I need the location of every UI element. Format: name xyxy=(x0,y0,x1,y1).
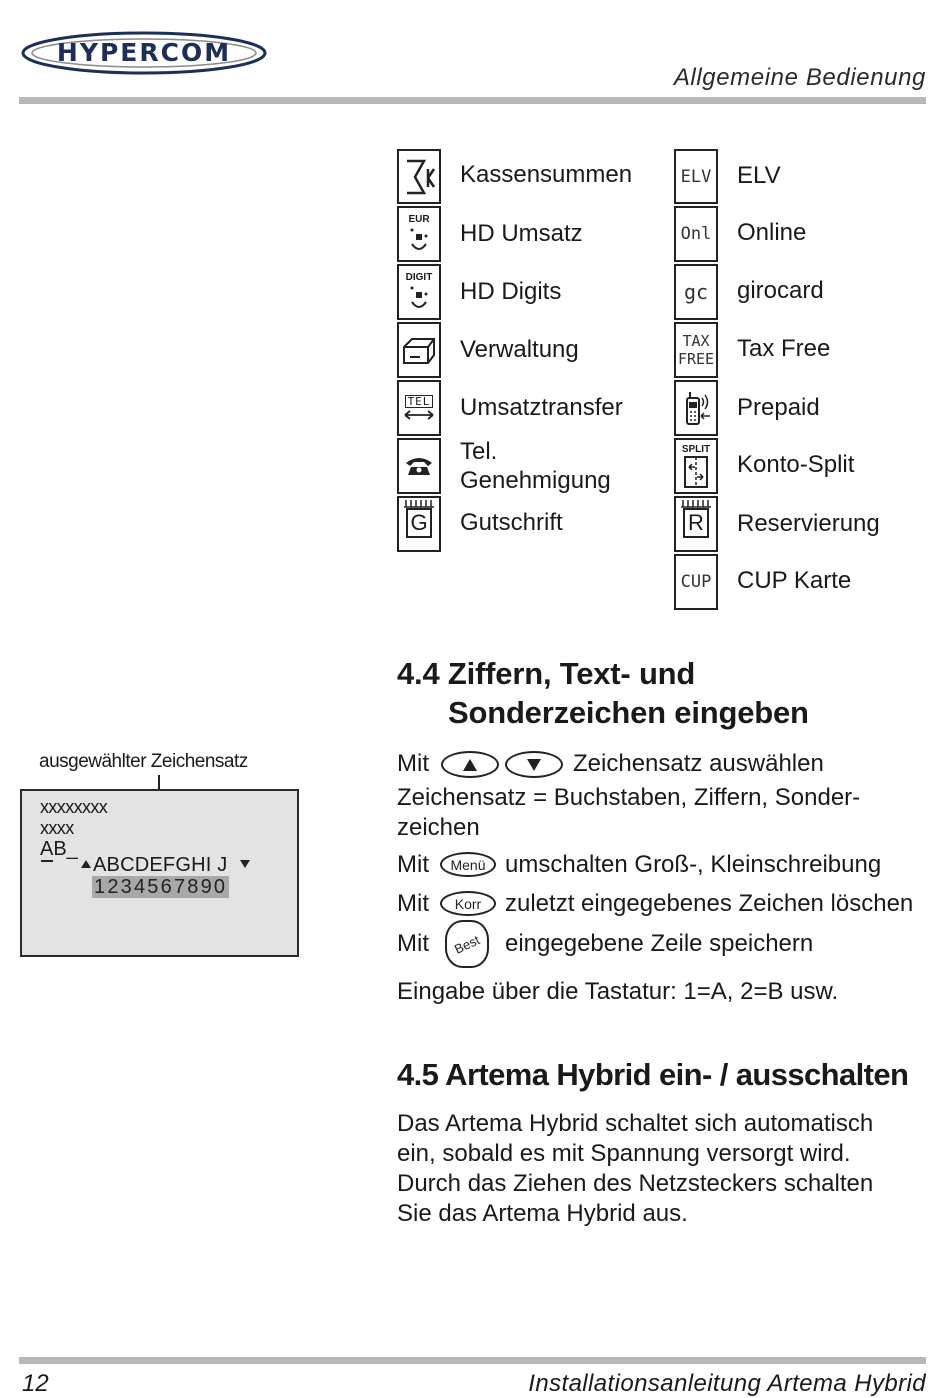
girocard-code: gc xyxy=(683,280,709,304)
logo-text: HYPERCOM xyxy=(56,38,232,67)
eur-tag: EUR xyxy=(408,213,430,225)
row5-prefix: Mit xyxy=(397,930,429,957)
row5-text: eingegebene Zeile speichern xyxy=(505,930,814,957)
cup-icon xyxy=(674,554,718,610)
arrow-up-key xyxy=(441,751,499,778)
display-letters: ABCDEFGHI J xyxy=(93,854,228,876)
label-genehmigung: Genehmigung xyxy=(460,467,611,494)
section-title: Allgemeine Bedienung xyxy=(673,64,926,91)
label-gutschrift: Gutschrift xyxy=(460,509,563,536)
triangle-down-icon xyxy=(526,758,542,772)
best-key-label: Best xyxy=(452,931,482,957)
receipt-letter-g: G xyxy=(406,508,432,538)
row1-text: Zeichensatz auswählen xyxy=(573,750,824,777)
label-reservierung: Reservierung xyxy=(737,510,880,537)
heading-4-5: 4.5 Artema Hybrid ein- / ausschalten xyxy=(397,1057,909,1092)
row3-prefix: Mit xyxy=(397,851,429,878)
best-key xyxy=(445,920,489,968)
row2-line1: Zeichensatz = Buchstaben, Ziffern, Sonder- xyxy=(397,784,861,811)
tel-tag: TEL xyxy=(405,395,434,408)
s45-line4: Sie das Artema Hybrid aus. xyxy=(397,1200,688,1227)
online-icon xyxy=(674,206,718,262)
split-tag: SPLIT xyxy=(681,443,711,455)
label-elv: ELV xyxy=(737,162,781,189)
document-title: Installationsanleitung Artema Hybrid xyxy=(528,1370,926,1397)
receipt-r-icon xyxy=(674,496,718,552)
row1-prefix: Mit xyxy=(397,750,429,777)
display-digits-row xyxy=(92,876,229,898)
digit-tag: DIGIT xyxy=(405,271,433,283)
page-number: 12 xyxy=(22,1370,49,1397)
heading-4-4-line1: 4.4 Ziffern, Text- und xyxy=(397,656,696,691)
label-konto-split: Konto-Split xyxy=(737,451,855,478)
arrow-down-key xyxy=(505,751,563,778)
mobile-phone-icon xyxy=(674,380,718,436)
footer-rule xyxy=(19,1357,926,1364)
sum-icon xyxy=(397,149,441,204)
label-tax-free: Tax Free xyxy=(737,335,831,362)
label-online: Online xyxy=(737,219,807,246)
label-hd-umsatz: HD Umsatz xyxy=(460,220,583,247)
tel-transfer-icon xyxy=(397,380,441,436)
menu-key: Menü xyxy=(440,852,496,877)
drawer-icon xyxy=(397,322,441,378)
label-cup-karte: CUP Karte xyxy=(737,567,852,594)
row4-prefix: Mit xyxy=(397,890,429,917)
display-line1: xxxxxxxx xyxy=(40,797,108,817)
tax-free-icon xyxy=(674,322,718,378)
girocard-icon xyxy=(674,264,718,320)
display-digits: 1234567890 xyxy=(94,876,228,898)
heading-4-4-line2: Sonderzeichen eingeben xyxy=(448,695,809,730)
label-girocard: girocard xyxy=(737,277,824,304)
s45-line1: Das Artema Hybrid schaltet sich automatisch xyxy=(397,1110,874,1137)
label-verwaltung: Verwaltung xyxy=(460,336,579,363)
label-tel: Tel. xyxy=(460,438,498,465)
receipt-g-icon xyxy=(397,496,441,552)
korr-key: Korr xyxy=(440,891,496,916)
phone-icon xyxy=(397,438,441,494)
online-code: Onl xyxy=(680,224,712,244)
label-hd-digits: HD Digits xyxy=(460,278,562,305)
free-code: FREE xyxy=(677,350,715,368)
elv-icon xyxy=(674,149,718,204)
row4-text: zuletzt eingegebenes Zeichen löschen xyxy=(505,890,914,917)
header-rule xyxy=(19,97,926,104)
display-cursor xyxy=(41,860,53,862)
scroll-up-icon xyxy=(80,859,92,869)
label-kassensummen: Kassensummen xyxy=(460,161,633,188)
display-line2: xxxx xyxy=(40,818,74,838)
digit-smiley-icon xyxy=(397,264,441,320)
s45-line3: Durch das Ziehen des Netzsteckers schalten xyxy=(397,1170,874,1197)
elv-code: ELV xyxy=(680,166,712,187)
eur-smiley-icon xyxy=(397,206,441,262)
row3-text: umschalten Groß-, Kleinschreibung xyxy=(505,851,882,878)
display-line3: AB_ xyxy=(40,838,78,860)
row2-line2: zeichen xyxy=(397,814,480,841)
label-umsatztransfer: Umsatztransfer xyxy=(460,394,623,421)
cup-code: CUP xyxy=(680,572,712,592)
label-prepaid: Prepaid xyxy=(737,394,820,421)
row6-text: Eingabe über die Tastatur: 1=A, 2=B usw. xyxy=(397,978,839,1005)
tax-code: TAX xyxy=(682,332,710,350)
split-icon xyxy=(674,438,718,494)
s45-line2: ein, sobald es mit Spannung versorgt wird. xyxy=(397,1140,851,1167)
receipt-letter-r: R xyxy=(683,508,709,538)
scroll-down-icon xyxy=(239,859,251,869)
triangle-up-icon xyxy=(462,758,478,772)
display-caption: ausgewählter Zeichensatz xyxy=(39,751,248,772)
